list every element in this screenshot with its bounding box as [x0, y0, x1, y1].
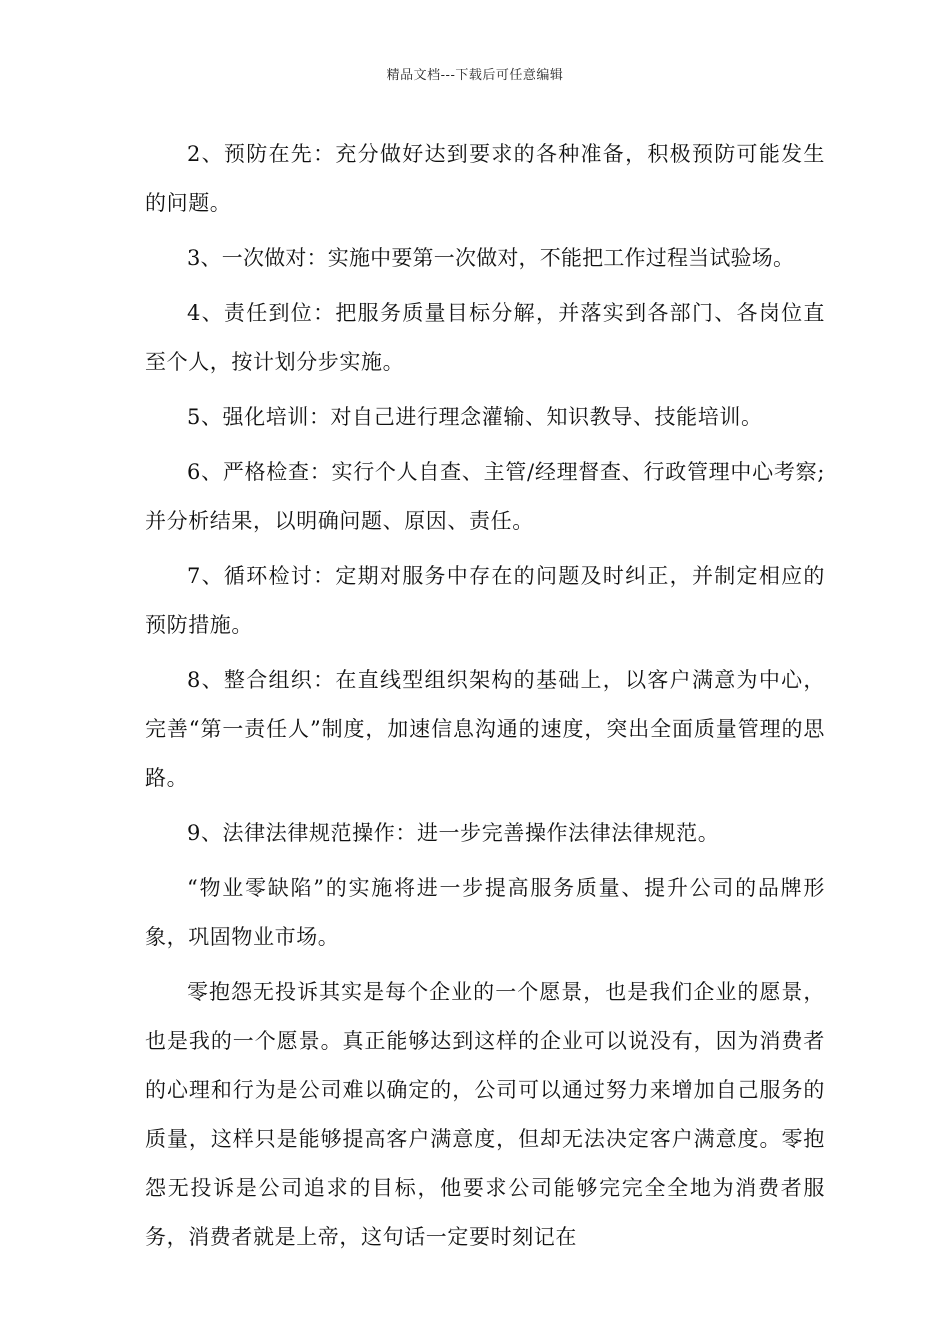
paragraph-item-8: 8、整合组织：在直线型组织架构的基础上，以客户满意为中心，完善“第一责任人”制度，加速信息沟通的速度，突出全面质量管理的思路。	[145, 668, 825, 790]
paragraph-zero-defect: “物业零缺陷”的实施将进一步提高服务质量、提升公司的品牌形象，巩固物业市场。	[145, 876, 825, 949]
page-header: 精品文档---下载后可任意编辑	[386, 68, 564, 83]
paragraph-item-4: 4、责任到位：把服务质量目标分解，并落实到各部门、各岗位直至个人，按计划分步实施。	[145, 301, 825, 374]
document-body	[145, 130, 825, 1268]
paragraph-item-3: 3、一次做对：实施中要第一次做对，不能把工作过程当试验场。	[187, 246, 795, 270]
paragraph-item-2: 2、预防在先：充分做好达到要求的各种准备，积极预防可能发生的问题。	[145, 142, 825, 215]
paragraph-zero-complaint: 零抱怨无投诉其实是每个企业的一个愿景，也是我们企业的愿景，也是我的一个愿景。真正能够达到这样的企业可以说没有，因为消费者的心理和行为是公司难以确定的，公司可以通过努力来增加自己服务的质量，这样只是能够提高客户满意度，但却无法决定客户满意度。零抱怨无投诉是公司追求的目标，他要求公司能够完完全全地为消费者服务，消费者就是上帝，这句话一定要时刻记在	[145, 980, 825, 1249]
paragraph-item-5: 5、强化培训：对自己进行理念灌输、知识教导、技能培训。	[187, 405, 763, 429]
paragraph-item-9: 9、法律法律规范操作：进一步完善操作法律法律规范。	[187, 821, 720, 845]
paragraph-item-6: 6、严格检查：实行个人自查、主管/经理督查、行政管理中心考察;并分析结果，以明确问题、原因、责任。	[145, 460, 825, 533]
paragraph-item-7: 7、循环检讨：定期对服务中存在的问题及时纠正，并制定相应的预防措施。	[145, 564, 825, 637]
